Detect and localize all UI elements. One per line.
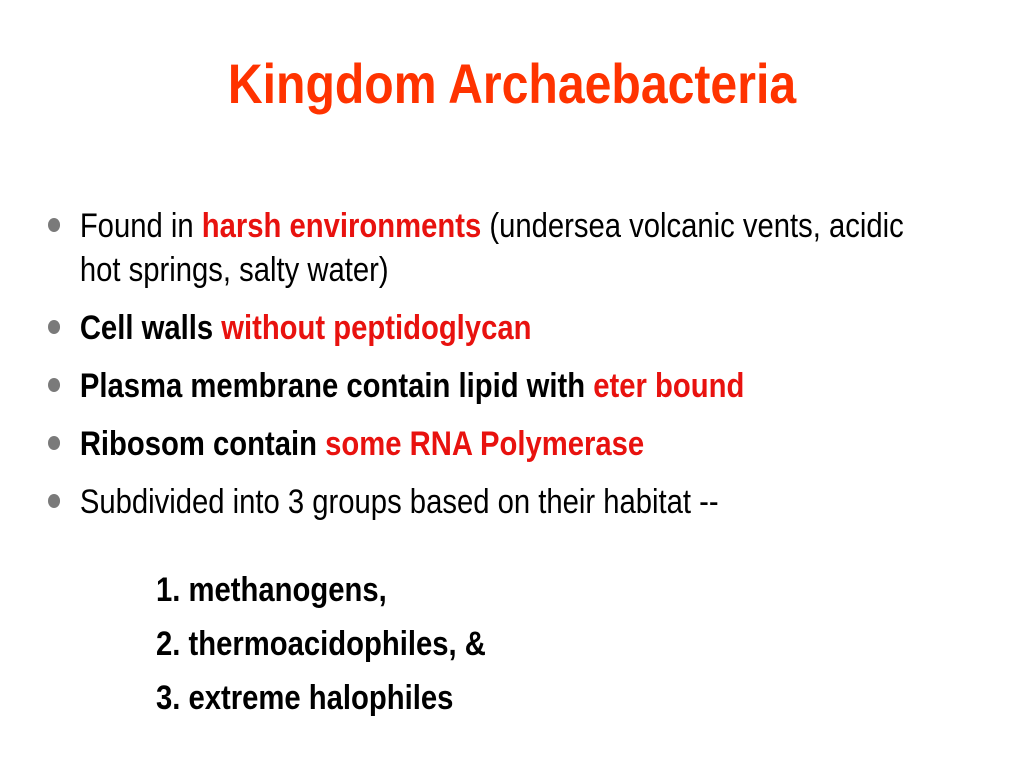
bullet-dot-icon bbox=[48, 494, 60, 508]
bullet-bold-text: Ribosom contain bbox=[79, 425, 326, 463]
bullet-harsh-environments bbox=[48, 204, 931, 292]
group-item-methanogens: 1. methanogens, bbox=[156, 571, 387, 609]
bullet-bold-text: Plasma membrane contain lipid with bbox=[79, 367, 594, 405]
group-item-thermoacidophiles: 2. thermoacidophiles, & bbox=[156, 625, 486, 663]
bullet-plasma-membrane bbox=[48, 364, 931, 408]
group-item-extreme-halophiles: 3. extreme halophiles bbox=[156, 679, 454, 717]
bullet-text: (undersea volcanic vents, acidic hot springs, salty water) bbox=[79, 207, 904, 289]
bullet-subdivided bbox=[48, 480, 931, 524]
bullet-cell-walls bbox=[48, 306, 931, 350]
bullet-highlight: harsh environments bbox=[201, 207, 482, 245]
bullet-dot-icon bbox=[48, 320, 60, 334]
bullet-bold-text: Cell walls bbox=[79, 309, 222, 347]
bullet-dot-icon bbox=[48, 218, 60, 232]
bullet-dot-icon bbox=[48, 378, 60, 392]
bullet-dot-icon bbox=[48, 436, 60, 450]
bullet-highlight: some RNA Polymerase bbox=[325, 425, 645, 463]
bullet-ribosom bbox=[48, 422, 931, 466]
slide-title: Kingdom Archaebacteria bbox=[227, 52, 797, 115]
bullet-highlight: eter bound bbox=[593, 367, 745, 405]
bullet-list bbox=[48, 204, 908, 538]
bullet-highlight: without peptidoglycan bbox=[221, 309, 532, 347]
bullet-text: Subdivided into 3 groups based on their habitat -- bbox=[79, 483, 719, 521]
bullet-text: Found in bbox=[79, 207, 202, 245]
